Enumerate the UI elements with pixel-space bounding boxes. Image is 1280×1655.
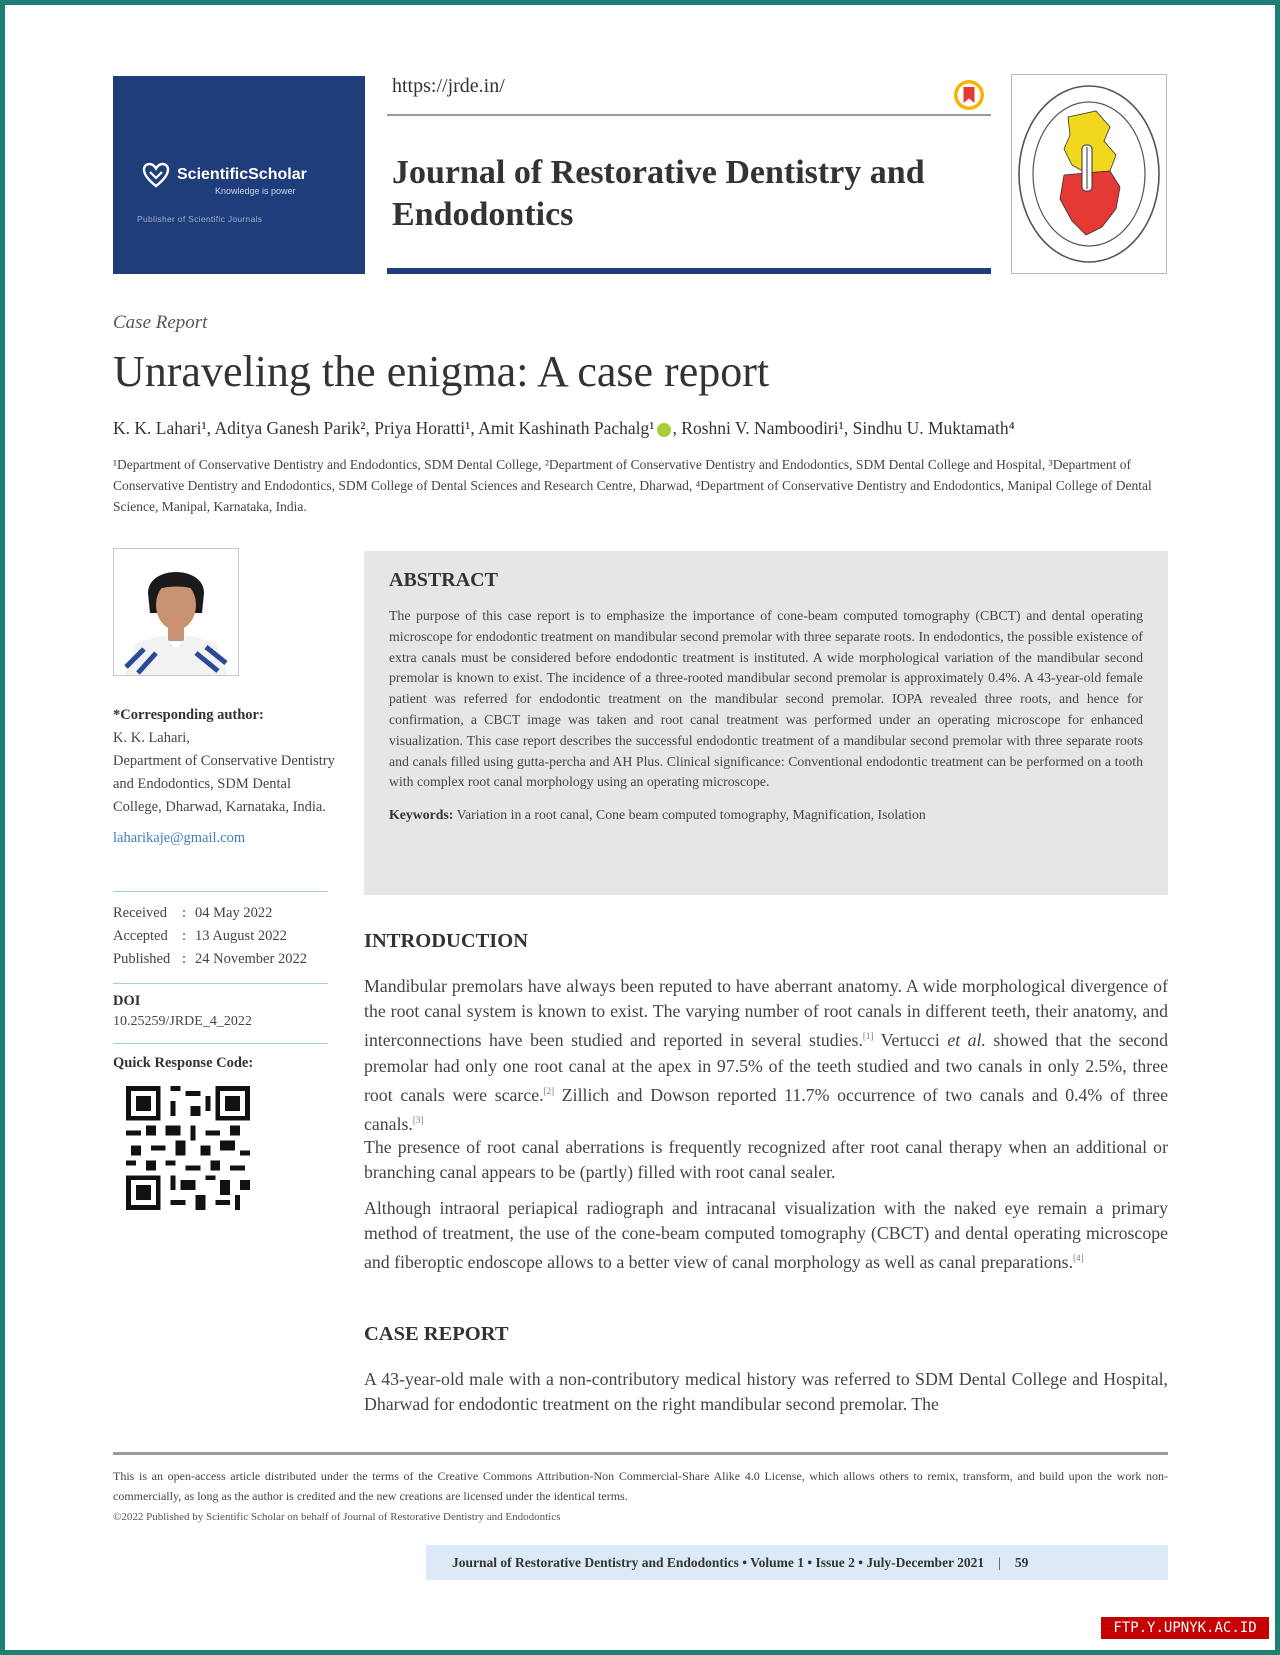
author-list [113,418,1173,439]
copyright-text: ©2022 Published by Scientific Scholar on behalf of Journal of Restorative Dentistry and Endodontics [113,1511,561,1523]
keywords [389,807,1143,823]
corresponding-author [113,704,338,850]
association-emblem [1011,74,1167,274]
section-heading-case-report: CASE REPORT [364,1323,509,1345]
header-rule-bottom [387,268,991,274]
publication-dates [113,902,307,971]
qr-code-icon[interactable] [126,1086,250,1210]
intro-paragraph-3: Although intraoral periapical radiograph and intracanal visualization with the naked eye remain a primary method of treatment, the use of the cone-beam computed tomography (CBCT) and dental operating microscope and fiberoptic endoscope allows to a better view of canal morphology as well as canal preparations.[4] [364,1198,1168,1273]
sidebar-divider [113,1043,328,1044]
section-heading-introduction: INTRODUCTION [364,930,529,952]
footer-rule [113,1452,1168,1455]
page-number: 59 [1014,1554,1029,1570]
license-text: This is an open-access article distributed under the terms of the Creative Commons Attribution-Non Commercial-Share Alike 4.0 License, which allows others to remix, transform, and build upon the work non-commercially, as long as the author is credited and the new creations are licensed under the identical terms. [113,1469,1168,1503]
doi-value[interactable]: 10.25259/JRDE_4_2022 [113,1014,252,1029]
abstract-text: The purpose of this case report is to emphasize the importance of cone-beam computed tomography (CBCT) and dental operating microscope for endodontic treatment on mandibular second premolar with three separate roots. In endodontics, the possible existence of extra canals must be considered before endodontic treatment is instituted. A wide morphological variation of the mandibular second premolar is known to exist. The incidence of a three-rooted mandibular second premolar is approximately 0.4%. A 43-year-old female patient was referred for endodontic treatment on the mandibular second premolar. IOPA revealed three roots, and hence for confirmation, a CBCT image was taken and root canal treatment was performed under an operating microscope for enhanced visualization. This case report describes the successful endodontic treatment of a mandibular second premolar with three separate roots and canals filled using gutta-percha and AH Plus. Clinical significance: Conventional endodontic treatment can be performed on a tooth with complex root canal morphology using an operating microscope. [389,608,1143,790]
map-seal-icon [1012,75,1166,273]
date-row-published: Published : 24 November 2022 [113,951,307,967]
affiliations: ¹Department of Conservative Dentistry and Endodontics, SDM Dental College, ²Department of Conservative Dentistry and Endodontics, SDM Dental College and Hospital, ³Department of Conservative Dentistry and Endodontics, SDM College of Dental Sciences and Research Centre, Dharwad, ⁴Department of Conservative Dentistry and Endodontics, Manipal College of Dental Science, Manipal, Karnataka, India. [113,457,1152,514]
sidebar-divider [113,983,328,984]
citation-ref[interactable]: [2] [543,1085,555,1096]
journal-title: Journal of Restorative Dentistry and Endodontics [392,154,925,233]
citation-separator: | [998,1554,1001,1570]
publisher-subtitle: Publisher of Scientific Journals [137,214,263,224]
header-rule-top [387,114,991,116]
doi-label: DOI [113,993,141,1009]
date-row-accepted: Accepted : 13 August 2022 [113,928,287,944]
citation-text: Journal of Restorative Dentistry and Endodontics • Volume 1 • Issue 2 • July-December 2021 [452,1554,985,1570]
orcid-icon[interactable] [657,423,671,437]
authors-part-1: K. K. Lahari¹, Aditya Ganesh Parik², Priya Horatti¹, Amit Kashinath Pachalg¹ [113,418,655,438]
keywords-label: Keywords: [389,807,454,823]
abstract-box [364,551,1168,895]
journal-url[interactable]: https://jrde.in/ [392,75,505,97]
citation-ref[interactable]: [3] [412,1114,424,1125]
corresponding-author-label: *Corresponding author: [113,707,264,723]
citation-bar [426,1545,1168,1580]
abstract-heading: ABSTRACT [389,569,498,591]
article-type: Case Report [113,312,208,333]
intro-paragraph-2: The presence of root canal aberrations is frequently recognized after root canal therapy when an additional or branching canal appears to be (partly) filled with root canal sealer. [364,1137,1168,1183]
watermark: FTP.Y.UPNYK.AC.ID [1101,1617,1269,1639]
publisher-name: ScientificScholar [177,166,307,183]
publisher-tagline: Knowledge is power [215,186,296,196]
corresponding-author-email[interactable]: laharikaje@gmail.com [113,830,246,846]
qr-code-label: Quick Response Code: [113,1055,254,1071]
case-report-paragraph-1: A 43-year-old male with a non-contributory medical history was referred to SDM Dental College and Hospital, Dharwad for endodontic treatment on the right mandibular second premolar. The [364,1369,1168,1415]
citation-ref[interactable]: [1] [862,1031,874,1042]
heart-hands-icon [141,160,171,190]
publisher-logo-block [113,76,365,274]
article-title: Unraveling the enigma: A case report [113,347,770,396]
corresponding-author-name: K. K. Lahari, [113,730,190,746]
citation-ref[interactable]: [4] [1073,1253,1084,1264]
author-photo [113,548,239,676]
bookmark-badge-icon [953,79,985,111]
intro-paragraph-1: Mandibular premolars have always been reputed to have aberrant anatomy. A wide morphological divergence of the root canal system is known to exist. The varying number of root canals in different teeth, their anatomy, and interconnections have been studied and reported in several studies.[1] Vertucci et al. showed that the second premolar had only one root canal at the apex in 97.5% of the teeth studied and two canals in only 2.5%, three root canals were scarce.[2] Zillich and Dowson reported 11.7% occurrence of two canals and 0.4% of three canals.[3] [364,976,1168,1134]
keywords-list: Variation in a root canal, Cone beam computed tomography, Magnification, Isolation [453,807,926,823]
sidebar-divider [113,891,328,892]
authors-part-2: , Roshni V. Namboodiri¹, Sindhu U. Muktamath⁴ [672,418,1015,438]
date-row-received: Received : 04 May 2022 [113,905,273,921]
corresponding-author-address: Department of Conservative Dentistry and Endodontics, SDM Dental College, Dharwad, Karnataka, India. [113,753,335,815]
